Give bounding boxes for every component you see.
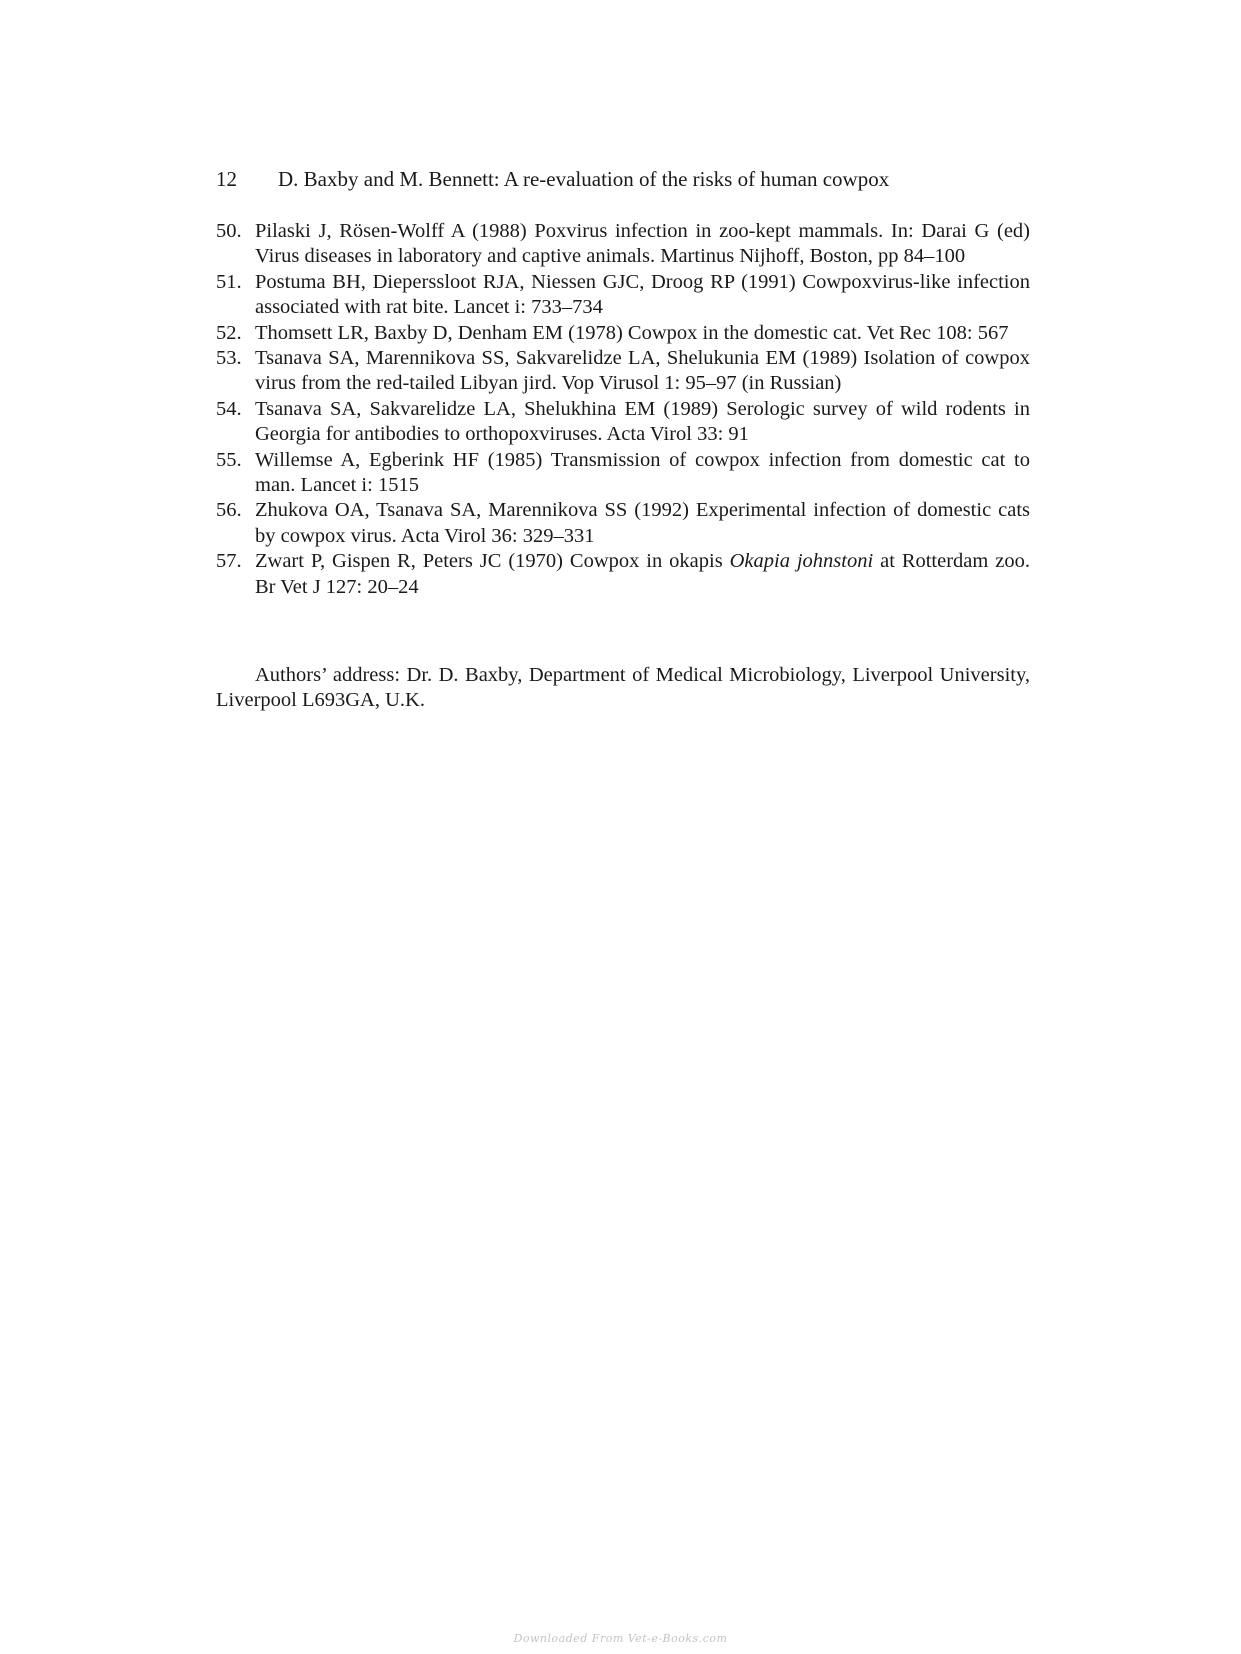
reference-number: 53. (216, 347, 242, 370)
authors-address: Authors’ address: Dr. D. Baxby, Department of Medical Microbiology, Liverpool University, Liverpool L693GA, U.K. (216, 664, 1030, 712)
reference-text: Postuma BH, Dieperssloot RJA, Niessen GJC, Droog RP (1991) Cowpoxvirus-like infection associated with rat bite. Lancet i: 733–734 (255, 270, 1030, 319)
reference-text: Zhukova OA, Tsanava SA, Marennikova SS (1992) Experimental infection of domestic cats by cowpox virus. Acta Virol 36: 329–331 (255, 499, 1030, 547)
reference-text: Thomsett LR, Baxby D, Denham EM (1978) Cowpox in the domestic cat. Vet Rec 108: 567 (255, 321, 1009, 344)
reference-number: 50. (216, 220, 242, 242)
reference-item (216, 448, 1030, 499)
reference-number: 56. (216, 499, 242, 522)
page-number: 12 (216, 167, 237, 191)
running-header (216, 166, 1030, 192)
reference-item (216, 346, 1030, 397)
running-title: D. Baxby and M. Bennett: A re-evaluation of the risks of human cowpox (278, 167, 890, 191)
species-name: Okapia johnstoni (729, 550, 874, 573)
reference-number: 54. (216, 397, 242, 420)
reference-number: 55. (216, 448, 242, 471)
reference-text: Tsanava SA, Sakvarelidze LA, Shelukhina EM (1989) Serologic survey of wild rodents in Georgia for antibodies to orthopoxviruses. Acta Virol 33: 91 (255, 397, 1030, 446)
reference-number: 51. (216, 270, 242, 293)
reference-text: Pilaski J, Rösen-Wolff A (1988) Poxvirus infection in zoo-kept mammals. In: Darai G (ed) Virus diseases in laboratory and captive animals. Martinus Nijhoff, Boston, pp 84–100 (255, 220, 1030, 268)
reference-item (216, 219, 1030, 270)
reference-text-after: at Rotterdam zoo. Br Vet J 127: 20–24 (255, 550, 1030, 598)
reference-text: Willemse A, Egberink HF (1985) Transmission of cowpox infection from domestic cat to man. Lancet i: 1515 (255, 448, 1030, 497)
reference-item (216, 321, 1030, 346)
reference-item (216, 498, 1030, 549)
download-watermark: Downloaded From Vet-e-Books.com (513, 1632, 728, 1645)
reference-list (216, 219, 1030, 600)
reference-number: 52. (216, 321, 242, 344)
reference-item (216, 397, 1030, 448)
reference-item (216, 549, 1030, 600)
reference-item (216, 270, 1030, 321)
reference-text: Tsanava SA, Marennikova SS, Sakvarelidze LA, Shelukunia EM (1989) Isolation of cowpox virus from the red-tailed Libyan jird. Vop Virusol 1: 95–97 (in Russian) (255, 347, 1030, 395)
reference-text-before: Zwart P, Gispen R, Peters JC (1970) Cowpox in okapis (255, 550, 730, 573)
reference-number: 57. (216, 550, 242, 573)
